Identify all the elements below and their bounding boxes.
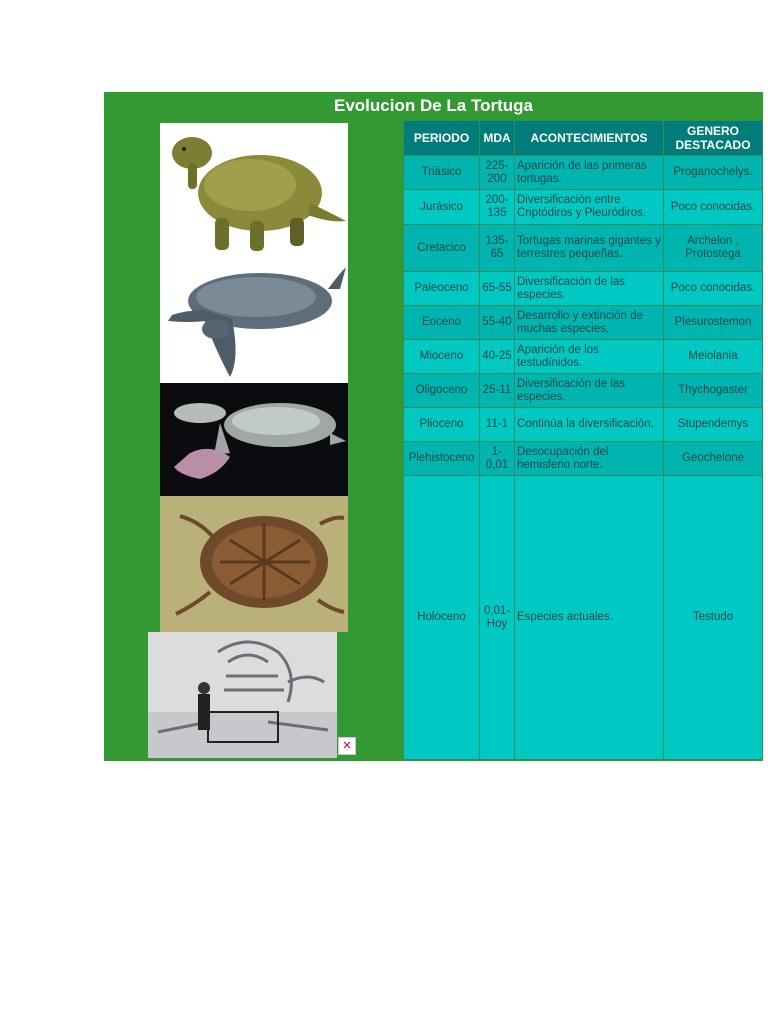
table-row xyxy=(404,306,763,340)
cell-mda: 11-1 xyxy=(480,408,515,442)
table-row xyxy=(404,340,763,374)
cell-genero: Meiolania xyxy=(664,340,763,374)
table-row xyxy=(404,190,763,225)
cell-mda: 55-40 xyxy=(480,306,515,340)
cell-evento: Diversificación de las especies. xyxy=(515,272,664,306)
cell-genero: Plesurostemon xyxy=(664,306,763,340)
header-periodo: PERIODO xyxy=(404,121,480,156)
cell-periodo: Plioceno xyxy=(404,408,480,442)
turtle-skeleton-slab xyxy=(160,496,348,632)
page-title: Evolucion De La Tortuga xyxy=(334,96,533,115)
cell-genero: Geochelone xyxy=(664,442,763,476)
cell-mda: 200-135 xyxy=(480,190,515,225)
giant-turtle-skeleton-museum xyxy=(148,632,337,758)
cell-genero: Poco conocidas. xyxy=(664,190,763,225)
cell-evento: Desarrollo y extinción de muchas especies. xyxy=(515,306,664,340)
header-mda: MDA xyxy=(480,121,515,156)
cell-mda: 40-25 xyxy=(480,340,515,374)
cell-periodo: Jurásico xyxy=(404,190,480,225)
cell-genero: Poco conocidas. xyxy=(664,272,763,306)
table-row xyxy=(404,476,763,760)
cell-genero: Proganochelys. xyxy=(664,156,763,190)
cell-mda: 0,01-Hoy xyxy=(480,476,515,760)
table-row xyxy=(404,272,763,306)
header-acontecimientos: ACONTECIMIENTOS xyxy=(515,121,664,156)
cell-genero: Archelon , Protostega xyxy=(664,225,763,272)
cell-mda: 1-0,01 xyxy=(480,442,515,476)
table-row xyxy=(404,442,763,476)
table-row xyxy=(404,225,763,272)
cell-evento: Especies actuales. xyxy=(515,476,664,760)
cell-genero: Stupendemys xyxy=(664,408,763,442)
cell-evento: Continúa la diversificación. xyxy=(515,408,664,442)
sea-turtle-illustration xyxy=(160,259,348,383)
cell-evento: Diversificación entre Criptódiros y Pleuródiros. xyxy=(515,190,664,225)
evolution-panel xyxy=(104,92,763,761)
cell-evento: Desocupación del hemisferio norte. xyxy=(515,442,664,476)
reptile-illustration xyxy=(160,123,348,259)
table-header-row xyxy=(404,121,763,156)
cell-periodo: Holoceno xyxy=(404,476,480,760)
turtle-fossil-photo xyxy=(160,383,348,496)
table-row xyxy=(404,374,763,408)
cell-periodo: Paleoceno xyxy=(404,272,480,306)
cell-mda: 225-200 xyxy=(480,156,515,190)
header-genero: GENERO DESTACADO xyxy=(664,121,763,156)
cell-periodo: Triásico xyxy=(404,156,480,190)
cell-genero: Testudo xyxy=(664,476,763,760)
cell-periodo: Plehistoceno xyxy=(404,442,480,476)
cell-mda: 25-11 xyxy=(480,374,515,408)
cell-evento: Tortugas marinas gigantes y terrestres pequeñas. xyxy=(515,225,664,272)
evolution-table xyxy=(403,120,763,760)
cell-periodo: Eoceno xyxy=(404,306,480,340)
cell-periodo: Mioceno xyxy=(404,340,480,374)
cell-evento: Diversificación de las especies. xyxy=(515,374,664,408)
cell-genero: Thychogaster xyxy=(664,374,763,408)
table-row xyxy=(404,408,763,442)
cell-mda: 135-65 xyxy=(480,225,515,272)
table-row xyxy=(404,156,763,190)
cell-periodo: Oligoceno xyxy=(404,374,480,408)
cell-evento: Aparición de las primeras tortugas. xyxy=(515,156,664,190)
cell-evento: Aparición de los testudínidos. xyxy=(515,340,664,374)
broken-image-icon: × xyxy=(338,737,356,755)
cell-mda: 65-55 xyxy=(480,272,515,306)
cell-periodo: Cretacico xyxy=(404,225,480,272)
